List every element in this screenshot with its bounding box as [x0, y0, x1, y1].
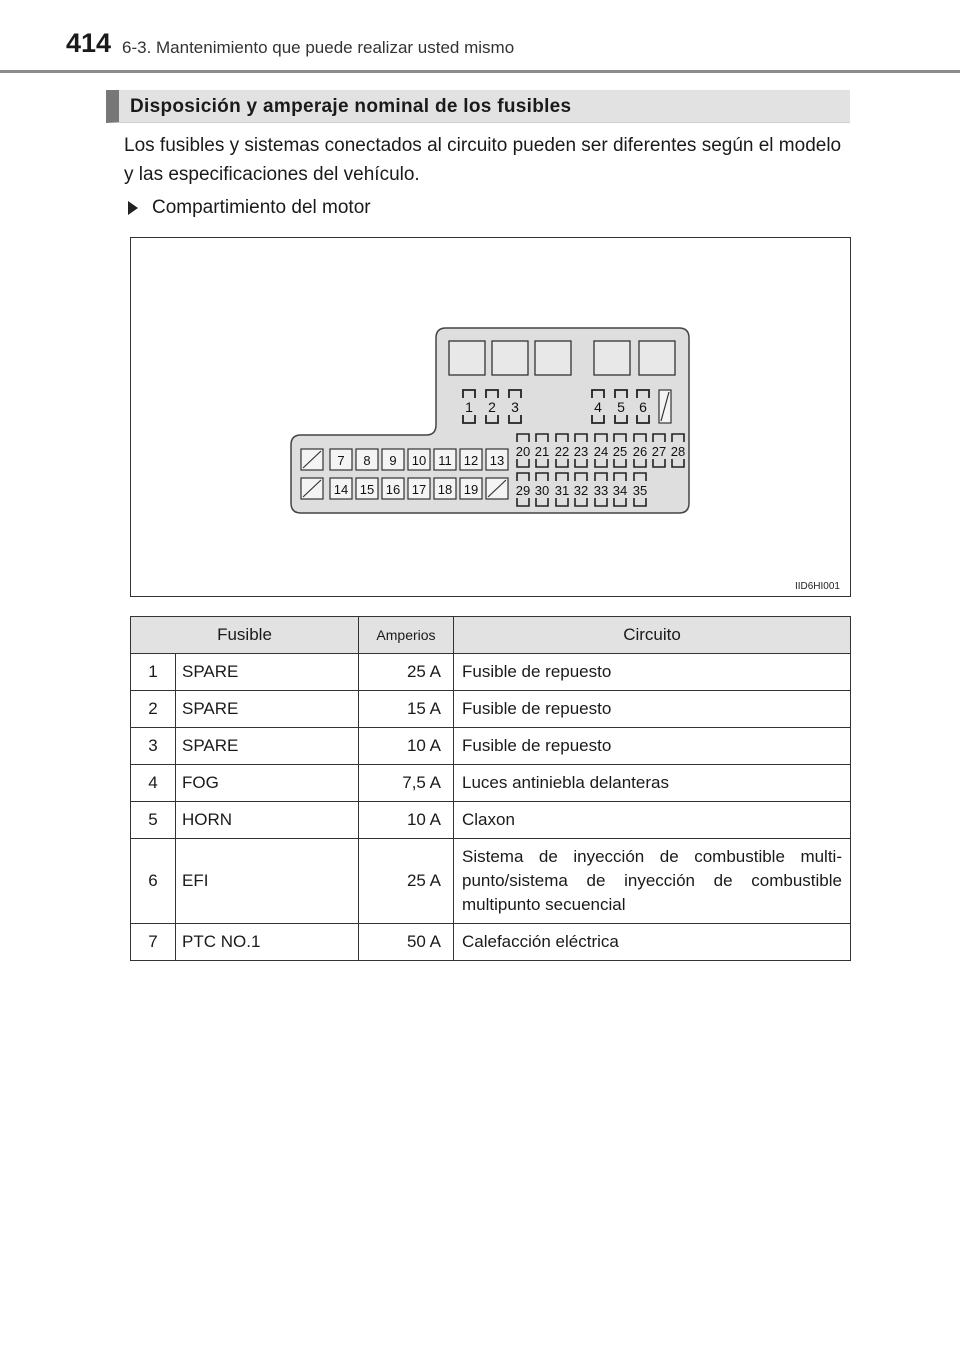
fuse-label: 32 [573, 483, 589, 498]
fuse-label: 28 [670, 444, 686, 459]
fuse-label: 17 [411, 482, 427, 497]
fuse-label: 23 [573, 444, 589, 459]
fuse-circuit: Fusible de repuesto [454, 691, 851, 728]
header-amperios: Amperios [359, 617, 454, 654]
fuse-label: 8 [363, 453, 371, 468]
fuse-label: 30 [534, 483, 550, 498]
fuse-number: 2 [131, 691, 176, 728]
fuse-number: 3 [131, 728, 176, 765]
fuse-amperage: 25 A [359, 839, 454, 924]
fuse-label: 13 [489, 453, 505, 468]
fuse-name: SPARE [176, 691, 359, 728]
fuse-name: SPARE [176, 728, 359, 765]
fuse-number: 4 [131, 765, 176, 802]
subheading-text: Compartimiento del motor [152, 197, 371, 218]
table-header-row [131, 617, 851, 654]
fuse-label: 20 [515, 444, 531, 459]
relay-block [492, 341, 528, 375]
fuse-circuit: Fusible de repuesto [454, 654, 851, 691]
table-row [131, 691, 851, 728]
fuse-number: 7 [131, 924, 176, 961]
triangle-bullet-icon [128, 201, 138, 215]
fuse-circuit: Luces antiniebla delanteras [454, 765, 851, 802]
fuse-amperage: 7,5 A [359, 765, 454, 802]
table-row [131, 924, 851, 961]
fuse-amperage: 15 A [359, 691, 454, 728]
fuse-label: 26 [632, 444, 648, 459]
fuse-label: 1 [465, 399, 473, 415]
fuse-circuit: Fusible de repuesto [454, 728, 851, 765]
fuse-label: 9 [389, 453, 397, 468]
fuse-label: 6 [639, 399, 647, 415]
figure-code: IID6HI001 [794, 581, 840, 592]
fuse-circuit: Calefacción eléctrica [454, 924, 851, 961]
fuse-label: 7 [337, 453, 345, 468]
fuse-amperage: 25 A [359, 654, 454, 691]
fuse-label: 10 [411, 453, 427, 468]
fuse-label: 12 [463, 453, 479, 468]
fuse-label: 2 [488, 399, 496, 415]
page-number: 414 [66, 28, 112, 58]
fuse-circuit: Sistema de inyección de combustible multi-punto/sistema de inyección de combustible multipunto secuencial [454, 839, 851, 924]
fuse-label: 25 [612, 444, 628, 459]
fuse-label: 27 [651, 444, 667, 459]
header-fusible: Fusible [131, 617, 359, 654]
subheading [128, 197, 371, 219]
fuse-number: 1 [131, 654, 176, 691]
fuse-label: 11 [438, 453, 452, 468]
fuse-name: EFI [176, 839, 359, 924]
fuse-label: 21 [534, 444, 550, 459]
table-row [131, 654, 851, 691]
fuse-label: 29 [515, 483, 531, 498]
fuse-table [130, 616, 851, 961]
intro-paragraph: Los fusibles y sistemas conectados al circuito pueden ser diferentes según el modelo y las especificaciones del vehículo. [124, 135, 842, 185]
fuse-label: 35 [632, 483, 648, 498]
fuse-label: 16 [385, 482, 401, 497]
fuse-number: 6 [131, 839, 176, 924]
running-head: 6-3. Mantenimiento que puede realizar usted mismo [122, 38, 515, 57]
fuse-label: 15 [359, 482, 375, 497]
relay-block [594, 341, 630, 375]
fuse-label: 31 [554, 483, 570, 498]
fuse-amperage: 10 A [359, 802, 454, 839]
section-title: Disposición y amperaje nominal de los fusibles [106, 90, 850, 123]
fuse-circuit: Claxon [454, 802, 851, 839]
fuse-amperage: 50 A [359, 924, 454, 961]
header-divider [0, 70, 960, 73]
fuse-box-diagram [130, 237, 851, 597]
fuse-label: 33 [593, 483, 609, 498]
fuse-name: PTC NO.1 [176, 924, 359, 961]
table-row [131, 765, 851, 802]
header-circuito: Circuito [454, 617, 851, 654]
table-row [131, 802, 851, 839]
fuse-label: 3 [511, 399, 519, 415]
fuse-label: 18 [437, 482, 453, 497]
table-row [131, 839, 851, 924]
fuse-label: 22 [554, 444, 570, 459]
fuse-box-drawing [131, 238, 852, 598]
fuse-label: 5 [617, 399, 625, 415]
fuse-label: 34 [612, 483, 628, 498]
fuse-amperage: 10 A [359, 728, 454, 765]
fuse-label: 19 [463, 482, 479, 497]
fuse-label: 24 [593, 444, 609, 459]
relay-block [639, 341, 675, 375]
fuse-name: HORN [176, 802, 359, 839]
fuse-label: 14 [333, 482, 349, 497]
fuse-label: 4 [594, 399, 602, 415]
fuse-name: SPARE [176, 654, 359, 691]
fuse-name: FOG [176, 765, 359, 802]
fuse-number: 5 [131, 802, 176, 839]
table-row [131, 728, 851, 765]
relay-block [449, 341, 485, 375]
relay-block [535, 341, 571, 375]
